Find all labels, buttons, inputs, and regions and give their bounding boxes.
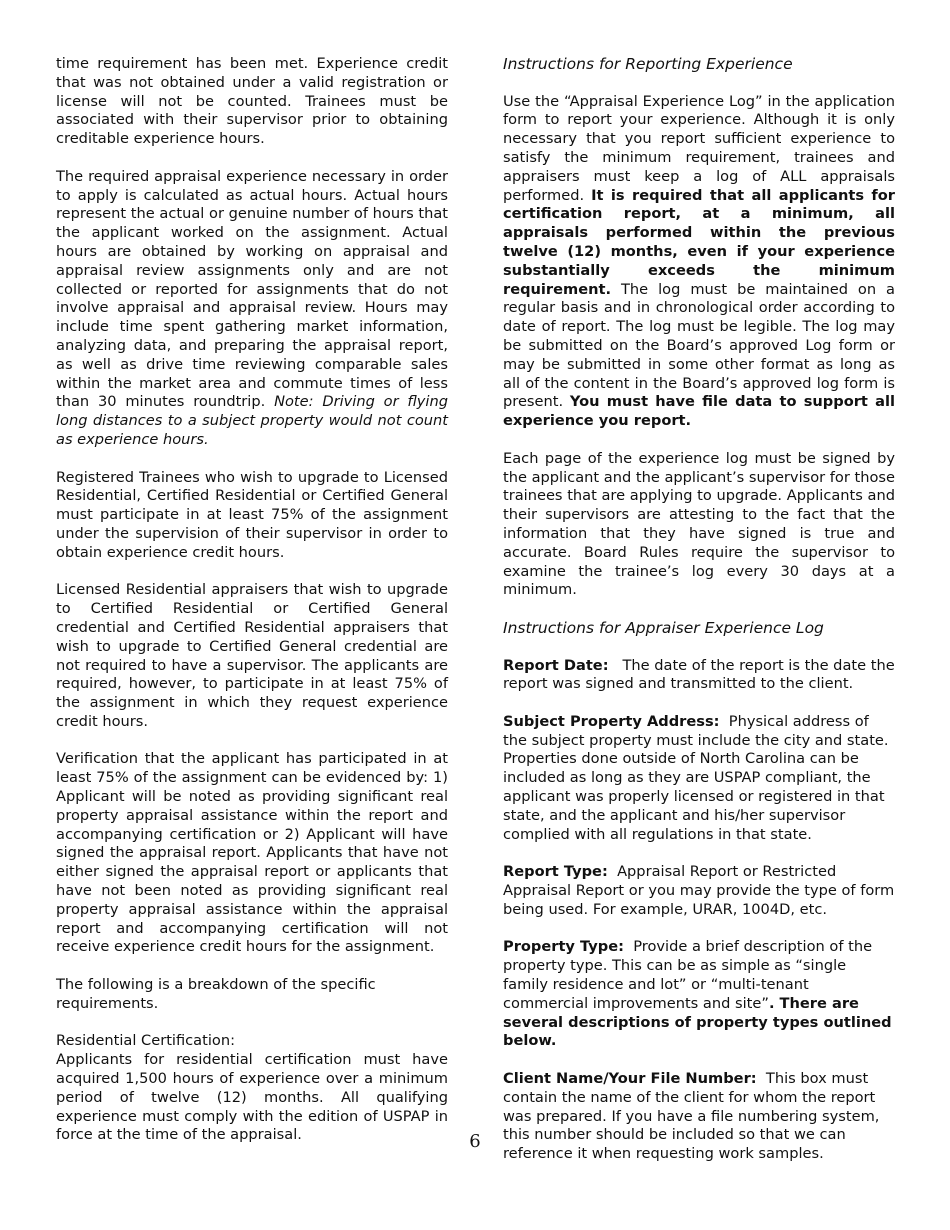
paragraph-time-requirement: time requirement has been met. Experience credit that was not obtained under a valid registration or license will not be counted. Trainees must be associated with their supervisor prior to obtaining creditable experience hours.	[56, 55, 448, 148]
heading-appraiser-experience-log: Instructions for Appraiser Experience Log	[503, 618, 824, 637]
experience-log-requirement: It is required that all applicants for certification report, at a minimum, all appraisals performed within the previous twelve (12) months, even if your experience substantially exceeds the minimum requirement.	[503, 186, 896, 298]
report-type-label: Report Type:	[503, 863, 608, 881]
experience-log-intro: Use the “Appraisal Experience Log” in the application form to report your experience. Although it is only necessary that you report sufficient experience to satisfy the minimum requirement, trainees and appraisers must keep a log of ALL appraisals performed.	[503, 92, 895, 204]
client-name-label: Client Name/Your File Number:	[503, 1070, 757, 1088]
property-type-label: Property Type:	[503, 938, 624, 956]
subject-property-address-label: Subject Property Address:	[503, 712, 720, 730]
page-number: 6	[469, 1131, 481, 1152]
client-name-description: This box must contain the name of the client for whom the report was prepared. If you have a file numbering system, this number should be included so that we can reference it when requesting work samples.	[503, 1070, 880, 1163]
left-column	[56, 55, 448, 1164]
experience-log-file-data: You must have file data to support all experience you report.	[503, 393, 895, 430]
residential-certification-heading: Residential Certification:	[56, 1032, 236, 1050]
paragraph-breakdown: The following is a breakdown of the specific requirements.	[56, 976, 376, 1012]
field-subject-property-address	[503, 713, 895, 845]
residential-certification-text: Applicants for residential certification must have acquired 1,500 hours of experience over a minimum period of twelve (12) months. All qualifying experience must comply with the edition of USPAP in force at the time of the appraisal.	[56, 1051, 448, 1144]
right-column	[503, 55, 895, 1183]
property-type-description-end: . There are several descriptions of property types outlined below.	[503, 994, 892, 1050]
report-date-description: The date of the report is the date the report was signed and transmitted to the client.	[503, 656, 895, 693]
paragraph-actual-hours	[56, 168, 448, 450]
paragraph-verification: Verification that the applicant has participated in at least 75% of the assignment can be evidenced by: 1) Applicant will be noted as providing significant real property appraisal assistance within the report and accompanying certification or 2) Applicant will have signed the appraisal report. Applicants that have not either signed the appraisal report or applicants that have not been noted as providing significant real property appraisal assistance within the appraisal report and accompanying certification will not receive experience credit hours for the assignment.	[56, 750, 448, 956]
property-type-description: Provide a brief description of the property type. This can be as simple as “single family residence and lot” or “multi-tenant commercial improvements and site”	[503, 938, 873, 1012]
report-type-description: Appraisal Report or Restricted Appraisal Report or you may provide the type of form being used. For example, URAR, 1004D, etc.	[503, 863, 895, 918]
driving-note: Note: Driving or flying long distances to a subject property would not count as experience hours.	[56, 393, 449, 448]
paragraph-licensed-residential: Licensed Residential appraisers that wish to upgrade to Certified Residential or Certified General credential and Certified Residential appraisers that wish to upgrade to Certified General credential are not required to have a supervisor. The applicants are required, however, to participate in at least 75% of the assignment in which they request experience credit hours.	[56, 581, 448, 730]
paragraph-registered-trainees: Registered Trainees who wish to upgrade to Licensed Residential, Certified Residential or Certified General must participate in at least 75% of the assignment under the supervision of their supervisor in order to obtain experience credit hours.	[56, 468, 448, 561]
field-report-type	[503, 863, 895, 919]
residential-certification-section	[56, 1032, 448, 1145]
field-report-date	[503, 657, 895, 695]
subject-property-address-description: Physical address of the subject property must include the city and state. Properties done outside of North Carolina can be included as long as they are USPAP compliant, the applicant was properly licensed or registered in that state, and the applicant and his/her supervisor complied with all regulations in that state.	[503, 712, 889, 843]
field-property-type	[503, 938, 895, 1051]
paragraph-experience-log	[503, 93, 895, 431]
actual-hours-text: The required appraisal experience necessary in order to apply is calculated as actual hours. Actual hours represent the actual or genuine number of hours that the applicant worked on the assignment. Actual hours are obtained by working on appraisal and appraisal review assignments only and are not collected or reported for assignments that do not involve appraisal and appraisal review. Hours may include time spent gathering market information, analyzing data, and preparing the appraisal report, as well as drive time reviewing comparable sales within the market area and commute times of less than 30 minutes roundtrip.	[56, 167, 448, 411]
paragraph-log-signature: Each page of the experience log must be signed by the applicant and the applicant’s supervisor for those trainees that are applying to upgrade. Applicants and their supervisors are attesting to the fact that the information that they have signed is true and accurate. Board Rules require the supervisor to examine the trainee’s log every 30 days at a minimum.	[503, 449, 895, 599]
experience-log-maintenance: The log must be maintained on a regular basis and in chronological order according to date of report. The log must be legible. The log may be submitted on the Board’s approved Log form or may be submitted in some other format as long as all of the content in the Board’s approved log form is present.	[503, 280, 895, 411]
heading-reporting-experience: Instructions for Reporting Experience	[503, 55, 793, 73]
report-date-label: Report Date:	[503, 656, 609, 674]
